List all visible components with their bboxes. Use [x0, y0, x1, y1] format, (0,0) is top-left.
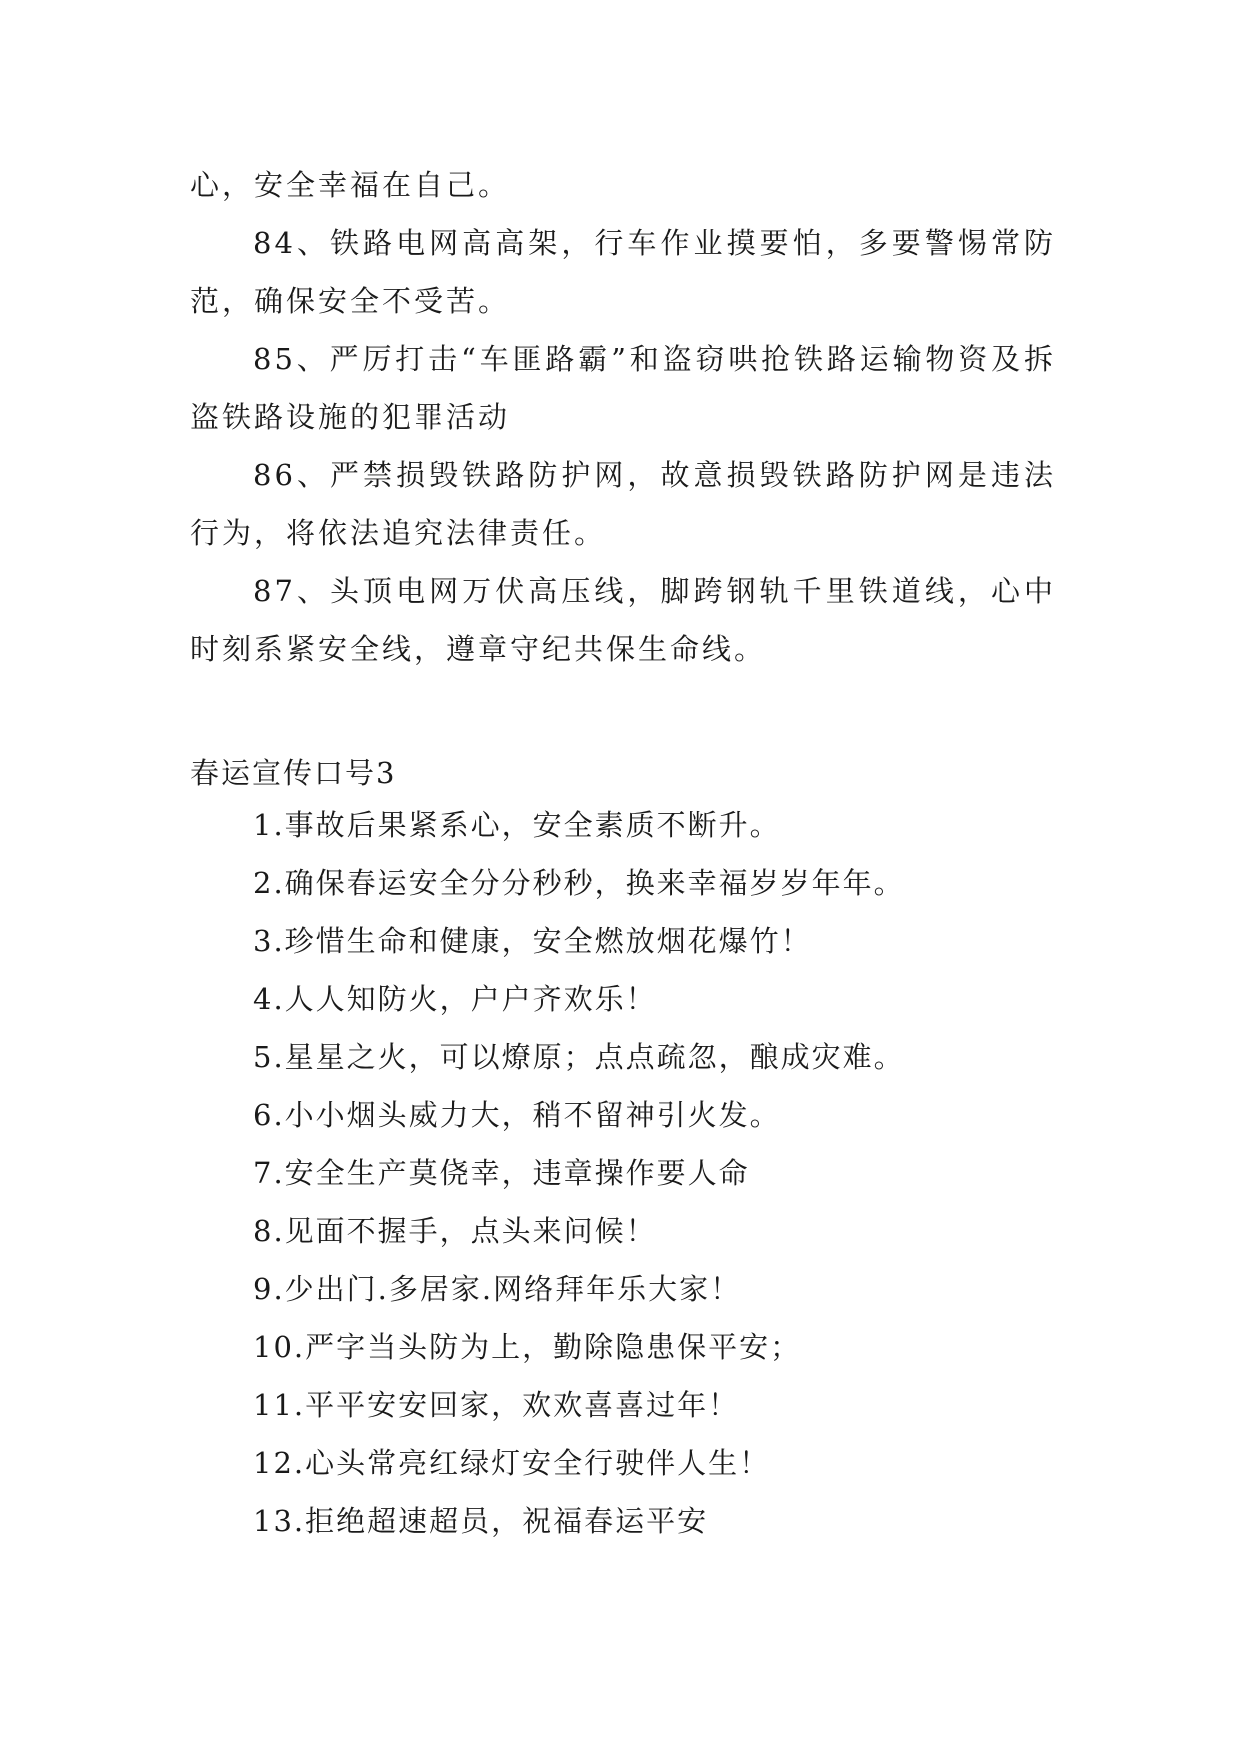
paragraph-85: 85、严厉打击“车匪路霸”和盗窃哄抢铁路运输物资及拆盗铁路设施的犯罪活动: [190, 342, 1056, 434]
list-item: 11.平平安安回家，欢欢喜喜过年！: [253, 1388, 740, 1422]
section-title: 春运宣传口号3: [190, 756, 397, 790]
list-item: 8.见面不握手，点头来问候！: [253, 1214, 657, 1248]
list-item: 3.珍惜生命和健康，安全燃放烟花爆竹！: [253, 924, 812, 958]
paragraph-continuation: 心，安全幸福在自己。: [190, 168, 511, 202]
list-item: 9.少出门.多居家.网络拜年乐大家！: [253, 1272, 742, 1306]
paragraph-block: [190, 156, 1056, 678]
list-item: 6.小小烟头威力大，稍不留神引火发。: [253, 1098, 781, 1132]
paragraph-84: 84、铁路电网高高架，行车作业摸要怕，多要警惕常防范，确保安全不受苦。: [190, 226, 1056, 318]
list-item: 13.拒绝超速超员，祝福春运平安: [253, 1504, 709, 1538]
list-item: 7.安全生产莫侥幸，违章操作要人命: [253, 1156, 750, 1190]
paragraph-87: 87、头顶电网万伏高压线，脚跨钢轨千里铁道线，心中时刻系紧安全线，遵章守纪共保生命线。: [190, 574, 1056, 666]
list-item: 1.事故后果紧系心，安全素质不断升。: [253, 808, 781, 842]
paragraph-86: 86、严禁损毁铁路防护网，故意损毁铁路防护网是违法行为，将依法追究法律责任。: [190, 458, 1056, 550]
list-item: 5.星星之火，可以燎原；点点疏忽，酿成灾难。: [253, 1040, 905, 1074]
slogan-list: [253, 796, 1053, 1550]
list-item: 10.严字当头防为上，勤除隐患保平安；: [253, 1330, 802, 1364]
list-item: 2.确保春运安全分分秒秒，换来幸福岁岁年年。: [253, 866, 905, 900]
list-item: 4.人人知防火，户户齐欢乐！: [253, 982, 657, 1016]
list-item: 12.心头常亮红绿灯安全行驶伴人生！: [253, 1446, 771, 1480]
